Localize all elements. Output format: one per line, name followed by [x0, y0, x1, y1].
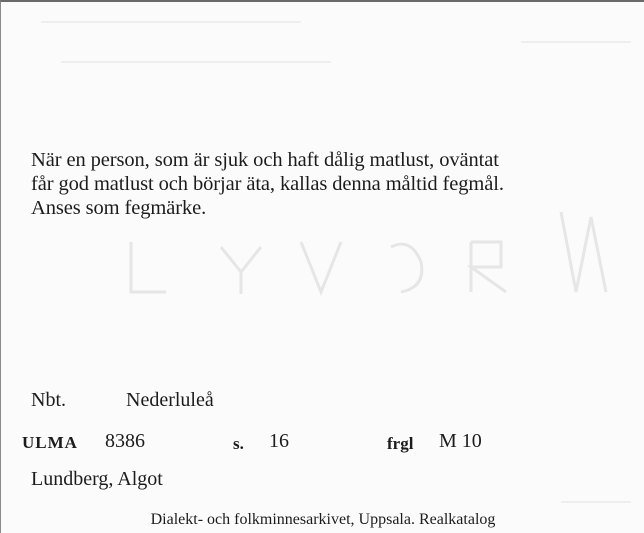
ulma-number: 8386 [105, 430, 145, 452]
informant-name: Lundberg, Algot [31, 468, 163, 490]
archive-footer [1, 511, 644, 529]
questionnaire-code: M 10 [439, 430, 482, 452]
archive-footer-text: Dialekt- och folkminnesarkivet, Uppsala. Realkatalog [150, 511, 496, 528]
page-number: 16 [269, 430, 289, 452]
page-label: s. [233, 434, 244, 453]
place-label: Nbt. [31, 389, 66, 411]
show-through-texture [1, 2, 644, 533]
card-text-line: Anses som fegmärke. [31, 197, 207, 219]
place-value: Nederluleå [126, 389, 214, 411]
questionnaire-label: frgl [387, 434, 414, 453]
ulma-label: ULMA [22, 433, 78, 452]
card-body-text [31, 148, 631, 220]
card-text-line: När en person, som är sjuk och haft dålig matlust, oväntat [31, 149, 499, 171]
card-text-line: får god matlust och börjar äta, kallas denna måltid fegmål. [31, 173, 504, 195]
